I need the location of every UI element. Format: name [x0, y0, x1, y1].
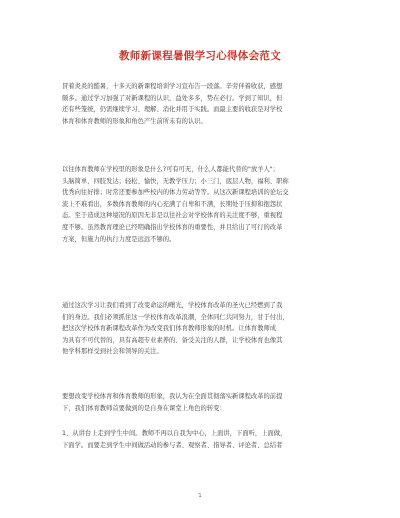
paragraph-text: 要想改变学校体育和体育教师的形象，我认为在全面贯彻落实新课程改革的前提 下，我们体育教师首要做到的是自身在课堂上角色的转变：: [62, 393, 283, 412]
paragraph-text: 1、从讲台上走到学生中间。教师不再以自我为中心，上面讲，下面听，上面做， 下面学。而要走到学生中间做活动的参与者、观察者、指导者、评论者、总结者: [62, 430, 287, 449]
paragraph-intro: [62, 81, 344, 127]
document-title: 教师新课程暑假学习心得体会范文: [119, 50, 281, 62]
paragraph-role-change: [62, 391, 344, 414]
paragraph-text: 冒着炎炎的酷暑，十多天的新课程培训学习宣布告一段落。辛劳伴着收获，感想 颇多。通过学习加强了对新课程的认识，益处多多，势在必行。学到了知识，但 还有些笼统，仍需继续学习、理解、消化并用于实践。而最主要的收获是对学校 体育和体育教师的形象和角色产生前所未有的认识。: [62, 83, 283, 125]
paragraph-teacher-image: [62, 164, 344, 245]
paragraph-reform: [62, 300, 344, 358]
page-number: 1: [198, 493, 202, 499]
paragraph-text: 以往体育教师在学校里的形象是什么?可有可无，什么人都能代替的"放羊人"； 头脑简单，四肢发达；轻松、愉快，无教学压力；小三门，底层人物，福利、职称 优秀向往好排；时常还要参加些校内的体力劳动等等。从这次新课程培训的论坛交 流上不难看出，多数体育教师的内心充满了自卑和不满，长期处于压抑和抱怨状 态。至于造成这种境况的原因无非是以往社会对学校体育的关注度不够，重视程 度不够。虽然教育理论已经明确指出学校体育的重要性，并且给出了可行的改革 方案，但施力的执行力度是远远不够的。: [62, 166, 289, 243]
paragraph-text: 通过这次学习让我们看到了改变命运的曙光，学校体育改革的圣火已经燃到了我 们的身边。我们必须抓住这一学校体育改革浪潮，全体同仁共同努力，甘于付出， 把这次学校体育新课程改革作为改变我们体育教师形象的时机。让体育教师成 为具有不可代替的，具有高超专业素养的、备受关注的人群，让学校体育也像其 他学科那样受到社会和领导的关注。: [62, 302, 289, 356]
paragraph-point-one: [62, 428, 344, 451]
